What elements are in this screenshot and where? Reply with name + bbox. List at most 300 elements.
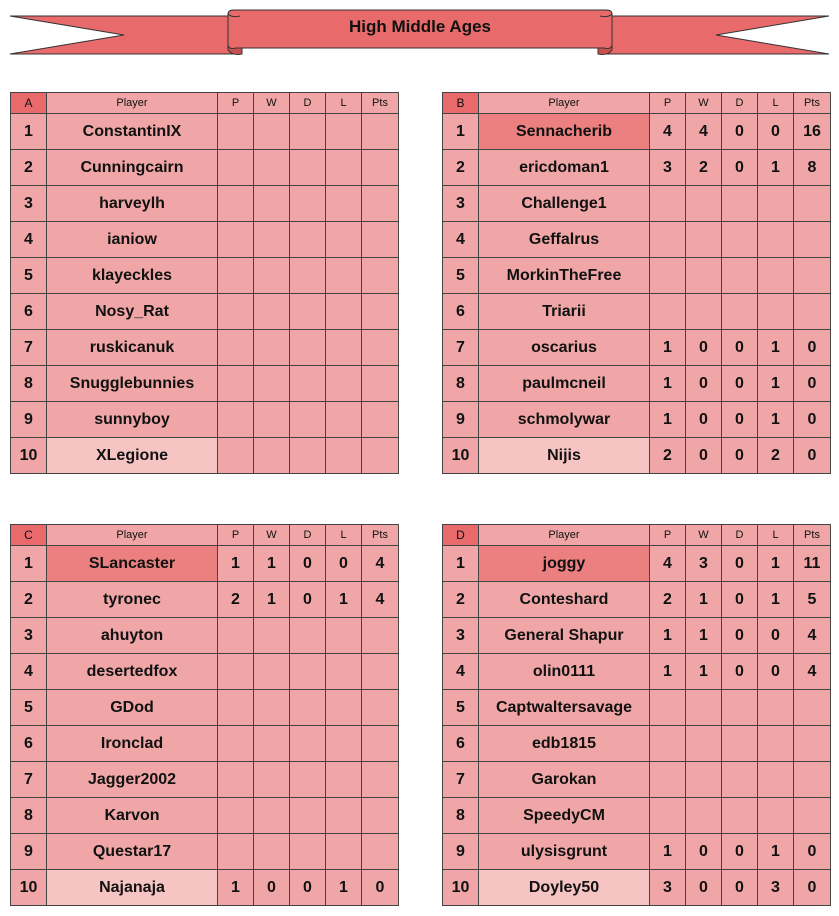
points-cell: [794, 186, 831, 222]
table-row: [443, 798, 831, 834]
points-cell: [362, 402, 399, 438]
lost-cell: 1: [326, 870, 362, 906]
lost-cell: [326, 186, 362, 222]
drawn-cell: 0: [722, 618, 758, 654]
points-cell: [362, 294, 399, 330]
header-points: Pts: [362, 525, 399, 546]
lost-cell: [326, 402, 362, 438]
player-name: Questar17: [47, 834, 218, 870]
header-player: Player: [47, 525, 218, 546]
header-points: Pts: [794, 93, 831, 114]
played-cell: [650, 762, 686, 798]
player-name: Doyley50: [479, 870, 650, 906]
drawn-cell: [290, 726, 326, 762]
lost-cell: 0: [326, 546, 362, 582]
header-won: W: [686, 93, 722, 114]
played-cell: [218, 798, 254, 834]
won-cell: 0: [686, 870, 722, 906]
won-cell: [686, 294, 722, 330]
player-name: Jagger2002: [47, 762, 218, 798]
rank-cell: 9: [11, 402, 47, 438]
table-row: [443, 402, 831, 438]
header-played: P: [650, 93, 686, 114]
lost-cell: [758, 798, 794, 834]
header-lost: L: [326, 525, 362, 546]
lost-cell: [326, 762, 362, 798]
table-row: [11, 150, 399, 186]
table-row: [443, 726, 831, 762]
header-lost: L: [326, 93, 362, 114]
rank-cell: 3: [443, 618, 479, 654]
rank-cell: 2: [443, 582, 479, 618]
rank-cell: 9: [443, 834, 479, 870]
lost-cell: [326, 438, 362, 474]
group-table-c: [10, 524, 399, 906]
table-row: [443, 762, 831, 798]
table-row: [443, 438, 831, 474]
table-row: [11, 438, 399, 474]
won-cell: 0: [686, 402, 722, 438]
played-cell: 2: [218, 582, 254, 618]
player-name: edb1815: [479, 726, 650, 762]
player-name: MorkinTheFree: [479, 258, 650, 294]
rank-cell: 8: [443, 798, 479, 834]
won-cell: [254, 114, 290, 150]
player-name: klayeckles: [47, 258, 218, 294]
header-drawn: D: [722, 525, 758, 546]
drawn-cell: 0: [722, 402, 758, 438]
lost-cell: [326, 330, 362, 366]
played-cell: [218, 114, 254, 150]
points-cell: 5: [794, 582, 831, 618]
table-row: [11, 546, 399, 582]
points-cell: 0: [794, 366, 831, 402]
player-name: Conteshard: [479, 582, 650, 618]
player-name: GDod: [47, 690, 218, 726]
points-cell: 0: [794, 834, 831, 870]
drawn-cell: 0: [722, 438, 758, 474]
played-cell: 1: [218, 546, 254, 582]
drawn-cell: [290, 330, 326, 366]
group-table-d: [442, 524, 831, 906]
drawn-cell: 0: [290, 870, 326, 906]
rank-cell: 1: [443, 114, 479, 150]
points-cell: [794, 294, 831, 330]
played-cell: [650, 186, 686, 222]
player-name: Cunningcairn: [47, 150, 218, 186]
points-cell: [362, 438, 399, 474]
lost-cell: [326, 258, 362, 294]
group-label: A: [11, 93, 47, 114]
played-cell: 1: [650, 366, 686, 402]
page-title: High Middle Ages: [349, 17, 491, 36]
player-name: ConstantinIX: [47, 114, 218, 150]
player-name: Najanaja: [47, 870, 218, 906]
table-row: [11, 330, 399, 366]
player-name: Captwaltersavage: [479, 690, 650, 726]
won-cell: [686, 258, 722, 294]
rank-cell: 2: [11, 582, 47, 618]
drawn-cell: 0: [722, 546, 758, 582]
played-cell: [218, 150, 254, 186]
drawn-cell: 0: [722, 582, 758, 618]
player-name: oscarius: [479, 330, 650, 366]
lost-cell: 1: [758, 582, 794, 618]
points-cell: 11: [794, 546, 831, 582]
won-cell: [254, 150, 290, 186]
won-cell: [686, 762, 722, 798]
table-row: [443, 294, 831, 330]
drawn-cell: [722, 258, 758, 294]
lost-cell: 3: [758, 870, 794, 906]
played-cell: [218, 690, 254, 726]
drawn-cell: [290, 114, 326, 150]
table-row: [11, 654, 399, 690]
player-name: ulysisgrunt: [479, 834, 650, 870]
table-row: [11, 798, 399, 834]
rank-cell: 3: [11, 186, 47, 222]
points-cell: [362, 834, 399, 870]
lost-cell: [758, 222, 794, 258]
won-cell: 2: [686, 150, 722, 186]
won-cell: 0: [254, 870, 290, 906]
won-cell: [686, 690, 722, 726]
played-cell: [650, 294, 686, 330]
played-cell: 1: [218, 870, 254, 906]
player-name: paulmcneil: [479, 366, 650, 402]
table-row: [443, 186, 831, 222]
won-cell: [254, 258, 290, 294]
points-cell: [362, 726, 399, 762]
table-row: [443, 834, 831, 870]
group-table-a: [10, 92, 399, 474]
player-name: Garokan: [479, 762, 650, 798]
rank-cell: 7: [443, 762, 479, 798]
player-name: joggy: [479, 546, 650, 582]
player-name: schmolywar: [479, 402, 650, 438]
played-cell: [218, 654, 254, 690]
won-cell: [254, 402, 290, 438]
points-cell: 8: [794, 150, 831, 186]
rank-cell: 6: [11, 294, 47, 330]
points-cell: [362, 150, 399, 186]
lost-cell: [326, 654, 362, 690]
played-cell: [218, 366, 254, 402]
lost-cell: 0: [758, 618, 794, 654]
won-cell: 1: [686, 582, 722, 618]
points-cell: 16: [794, 114, 831, 150]
table-row: [11, 726, 399, 762]
player-name: SLancaster: [47, 546, 218, 582]
drawn-cell: [290, 222, 326, 258]
points-cell: 4: [362, 546, 399, 582]
lost-cell: 1: [758, 150, 794, 186]
points-cell: 0: [362, 870, 399, 906]
played-cell: [218, 186, 254, 222]
won-cell: 1: [686, 618, 722, 654]
table-row: [11, 762, 399, 798]
drawn-cell: 0: [290, 582, 326, 618]
lost-cell: [326, 114, 362, 150]
won-cell: [686, 222, 722, 258]
rank-cell: 4: [443, 654, 479, 690]
rank-cell: 1: [11, 546, 47, 582]
won-cell: [686, 186, 722, 222]
lost-cell: 1: [758, 834, 794, 870]
won-cell: 1: [686, 654, 722, 690]
won-cell: [254, 618, 290, 654]
banner-left-tail: [10, 16, 240, 54]
won-cell: [254, 222, 290, 258]
lost-cell: 0: [758, 654, 794, 690]
player-name: ahuyton: [47, 618, 218, 654]
lost-cell: 2: [758, 438, 794, 474]
lost-cell: 1: [326, 582, 362, 618]
drawn-cell: [290, 402, 326, 438]
drawn-cell: [290, 690, 326, 726]
header-row: [11, 525, 399, 546]
points-cell: [362, 798, 399, 834]
drawn-cell: 0: [722, 150, 758, 186]
points-cell: [794, 690, 831, 726]
table-row: [443, 546, 831, 582]
header-played: P: [218, 93, 254, 114]
rank-cell: 5: [11, 258, 47, 294]
points-cell: [362, 330, 399, 366]
header-drawn: D: [290, 525, 326, 546]
header-row: [11, 93, 399, 114]
won-cell: [254, 366, 290, 402]
points-cell: [362, 222, 399, 258]
points-cell: [362, 690, 399, 726]
rank-cell: 3: [443, 186, 479, 222]
table-row: [443, 114, 831, 150]
points-cell: [362, 654, 399, 690]
won-cell: [254, 186, 290, 222]
player-name: desertedfox: [47, 654, 218, 690]
points-cell: [794, 798, 831, 834]
table-row: [11, 402, 399, 438]
player-name: tyronec: [47, 582, 218, 618]
table-row: [443, 366, 831, 402]
header-won: W: [254, 93, 290, 114]
won-cell: [254, 762, 290, 798]
won-cell: 4: [686, 114, 722, 150]
played-cell: 1: [650, 618, 686, 654]
won-cell: 0: [686, 366, 722, 402]
played-cell: [218, 258, 254, 294]
rank-cell: 9: [11, 834, 47, 870]
table-row: [11, 690, 399, 726]
won-cell: [254, 330, 290, 366]
player-name: Challenge1: [479, 186, 650, 222]
played-cell: 4: [650, 546, 686, 582]
played-cell: 3: [650, 870, 686, 906]
lost-cell: [326, 222, 362, 258]
points-cell: [794, 762, 831, 798]
lost-cell: [758, 294, 794, 330]
rank-cell: 1: [11, 114, 47, 150]
drawn-cell: 0: [722, 330, 758, 366]
header-player: Player: [47, 93, 218, 114]
header-played: P: [218, 525, 254, 546]
table-row: [443, 330, 831, 366]
lost-cell: [326, 690, 362, 726]
points-cell: [362, 618, 399, 654]
rank-cell: 8: [443, 366, 479, 402]
player-name: Snugglebunnies: [47, 366, 218, 402]
points-cell: [362, 366, 399, 402]
points-cell: 0: [794, 870, 831, 906]
rank-cell: 5: [443, 258, 479, 294]
player-name: olin0111: [479, 654, 650, 690]
lost-cell: [326, 366, 362, 402]
lost-cell: 1: [758, 366, 794, 402]
won-cell: 1: [254, 546, 290, 582]
player-name: ianiow: [47, 222, 218, 258]
header-player: Player: [479, 93, 650, 114]
player-name: Triarii: [479, 294, 650, 330]
won-cell: [686, 726, 722, 762]
rank-cell: 2: [11, 150, 47, 186]
header-row: [443, 525, 831, 546]
player-name: SpeedyCM: [479, 798, 650, 834]
table-row: [443, 222, 831, 258]
lost-cell: [758, 762, 794, 798]
player-name: Karvon: [47, 798, 218, 834]
player-name: General Shapur: [479, 618, 650, 654]
rank-cell: 2: [443, 150, 479, 186]
won-cell: [254, 834, 290, 870]
won-cell: [254, 654, 290, 690]
table-row: [11, 114, 399, 150]
rank-cell: 1: [443, 546, 479, 582]
rank-cell: 5: [11, 690, 47, 726]
lost-cell: 1: [758, 546, 794, 582]
table-row: [11, 366, 399, 402]
played-cell: 1: [650, 330, 686, 366]
table-row: [443, 654, 831, 690]
won-cell: [686, 798, 722, 834]
points-cell: [362, 258, 399, 294]
rank-cell: 4: [11, 222, 47, 258]
drawn-cell: [290, 618, 326, 654]
player-name: Nosy_Rat: [47, 294, 218, 330]
lost-cell: [326, 150, 362, 186]
drawn-cell: 0: [722, 654, 758, 690]
rank-cell: 6: [11, 726, 47, 762]
player-name: ericdoman1: [479, 150, 650, 186]
header-points: Pts: [794, 525, 831, 546]
drawn-cell: [722, 798, 758, 834]
points-cell: [794, 258, 831, 294]
rank-cell: 10: [443, 870, 479, 906]
table-row: [443, 870, 831, 906]
rank-cell: 6: [443, 726, 479, 762]
drawn-cell: [290, 294, 326, 330]
played-cell: [218, 834, 254, 870]
played-cell: 2: [650, 582, 686, 618]
lost-cell: [326, 294, 362, 330]
lost-cell: [758, 258, 794, 294]
drawn-cell: [290, 654, 326, 690]
won-cell: 0: [686, 330, 722, 366]
played-cell: 4: [650, 114, 686, 150]
lost-cell: [326, 618, 362, 654]
played-cell: [218, 762, 254, 798]
drawn-cell: [722, 186, 758, 222]
drawn-cell: [722, 294, 758, 330]
points-cell: 0: [794, 330, 831, 366]
header-played: P: [650, 525, 686, 546]
played-cell: [218, 618, 254, 654]
header-row: [443, 93, 831, 114]
lost-cell: [326, 834, 362, 870]
banner-right-tail: [600, 16, 829, 54]
table-row: [11, 186, 399, 222]
table-row: [11, 834, 399, 870]
header-won: W: [254, 525, 290, 546]
player-name: Ironclad: [47, 726, 218, 762]
rank-cell: 5: [443, 690, 479, 726]
won-cell: 1: [254, 582, 290, 618]
group-table-b: [442, 92, 831, 474]
lost-cell: [758, 726, 794, 762]
player-name: harveylh: [47, 186, 218, 222]
header-drawn: D: [290, 93, 326, 114]
played-cell: [650, 258, 686, 294]
rank-cell: 4: [443, 222, 479, 258]
drawn-cell: 0: [290, 546, 326, 582]
won-cell: 0: [686, 438, 722, 474]
rank-cell: 10: [443, 438, 479, 474]
played-cell: [650, 798, 686, 834]
header-points: Pts: [362, 93, 399, 114]
header-lost: L: [758, 525, 794, 546]
rank-cell: 10: [11, 870, 47, 906]
lost-cell: 0: [758, 114, 794, 150]
won-cell: 3: [686, 546, 722, 582]
played-cell: 1: [650, 654, 686, 690]
points-cell: [362, 762, 399, 798]
played-cell: [218, 222, 254, 258]
points-cell: 0: [794, 438, 831, 474]
played-cell: 1: [650, 834, 686, 870]
played-cell: [218, 726, 254, 762]
rank-cell: 7: [11, 330, 47, 366]
drawn-cell: [290, 798, 326, 834]
player-name: XLegione: [47, 438, 218, 474]
player-name: Nijis: [479, 438, 650, 474]
rank-cell: 6: [443, 294, 479, 330]
points-cell: [362, 114, 399, 150]
rank-cell: 7: [443, 330, 479, 366]
table-row: [443, 150, 831, 186]
won-cell: 0: [686, 834, 722, 870]
played-cell: 2: [650, 438, 686, 474]
header-lost: L: [758, 93, 794, 114]
player-name: Geffalrus: [479, 222, 650, 258]
group-label: C: [11, 525, 47, 546]
drawn-cell: [722, 726, 758, 762]
drawn-cell: 0: [722, 114, 758, 150]
player-name: ruskicanuk: [47, 330, 218, 366]
points-cell: [794, 222, 831, 258]
drawn-cell: [290, 762, 326, 798]
drawn-cell: [290, 150, 326, 186]
rank-cell: 3: [11, 618, 47, 654]
table-row: [443, 618, 831, 654]
